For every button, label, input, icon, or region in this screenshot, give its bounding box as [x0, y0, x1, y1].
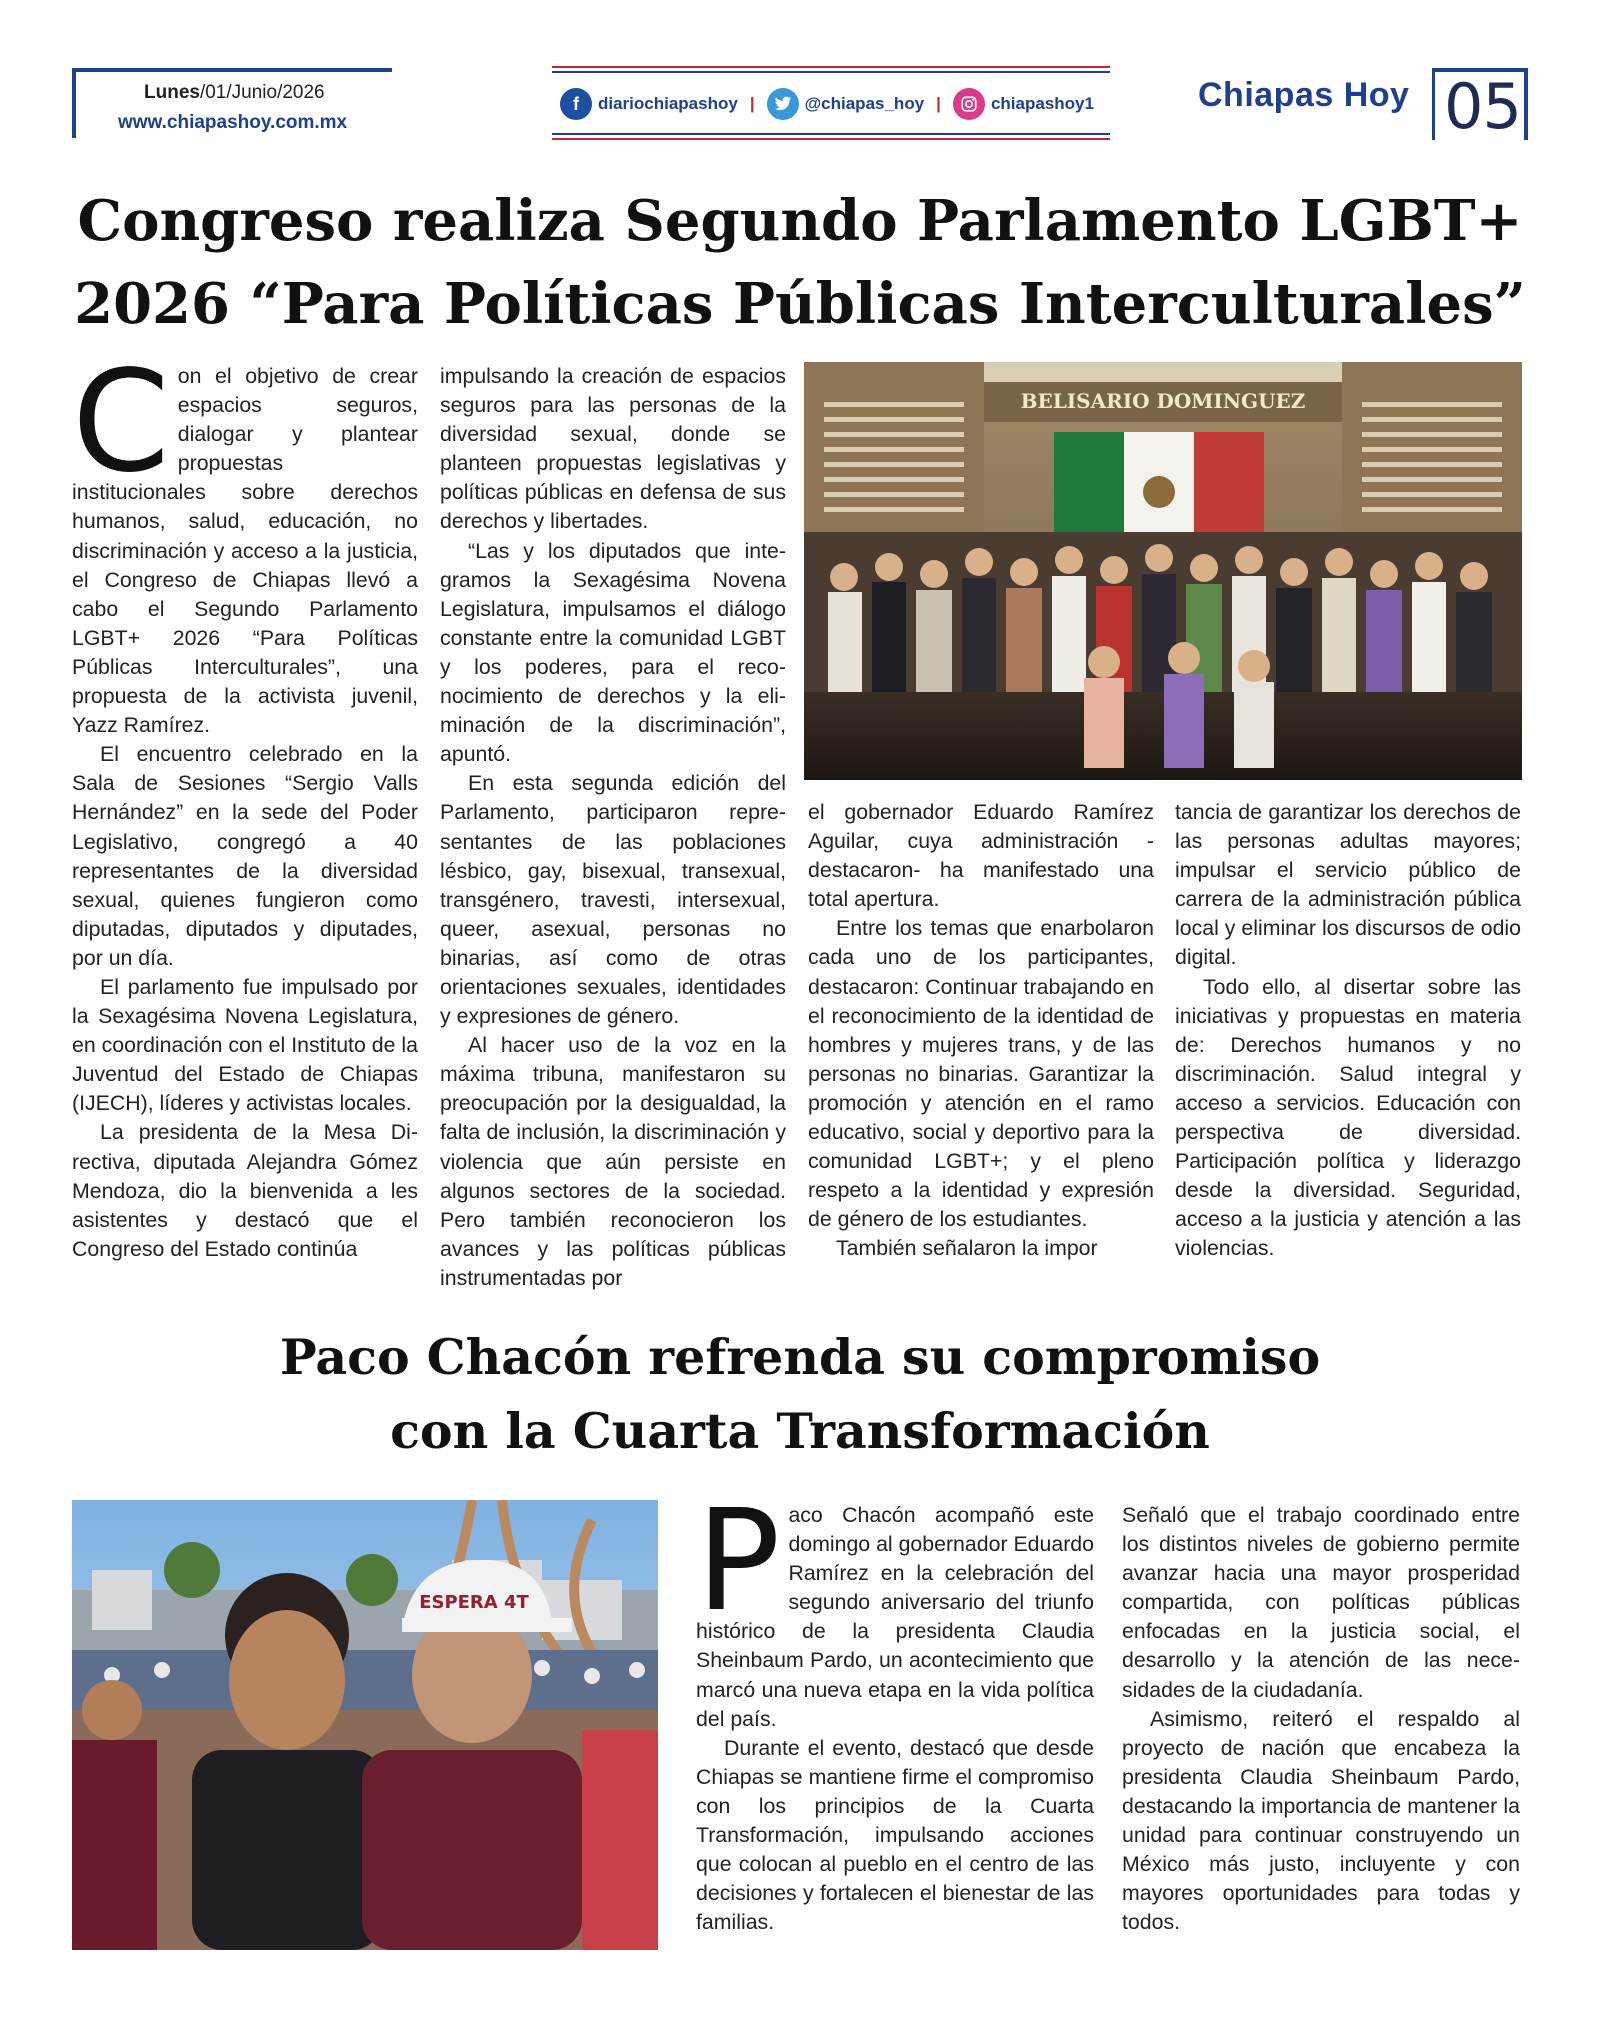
article1-paragraph: tancia de garantizar los derechos de las personas adultas mayores; impulsar el servicio público de carrera de la administración pública local y eliminar los discursos de odio digital.: [1175, 800, 1521, 970]
congress-group-photo: [804, 362, 1522, 780]
article2-column-2: [1122, 1501, 1520, 1937]
article1-paragraph: Entre los temas que enarbolaron cada uno de los participantes, destacaron: Continuar trabajando en el reconocimiento de la identidad de hombres y mujeres trans, y de las personas no binarias. Garantizar la promoción y atención en el ramo educativo, social y deportivo para la comunidad LGBT+; y el pleno respeto a la identidad y expresión de género de los estudiantes.: [808, 916, 1154, 1232]
social-rule-blue-2: [552, 133, 1110, 135]
masthead-box: [1198, 68, 1528, 143]
social-rule-red-1: [552, 66, 1110, 68]
article1-column-1: [72, 341, 418, 1264]
social-separator: |: [749, 94, 755, 113]
instagram-icon[interactable]: [953, 88, 985, 120]
header-rule-top: [72, 68, 392, 72]
twitter-handle[interactable]: @chiapas_hoy: [804, 94, 925, 113]
paco-chacon-photo: [72, 1500, 658, 1950]
article1-paragraph: Al hacer uso de la voz en la máxima tribuna, manifestaron su preocupación por la desigualdad, la falta de inclusión, la discriminación y violencia que aún persiste en algunos sectores de la sociedad. Pero también reconocieron los avances y las políticas públicas instrumentadas por: [440, 1033, 786, 1290]
cap-inscription: ESPERA 4T: [419, 1592, 529, 1613]
article1-column-4: [1175, 798, 1521, 1264]
social-separator: |: [936, 94, 941, 113]
article1-paragraph: “Las y los diputados que integramos la Sexagésima Novena Legislatura, impulsamos el diálogo constante entre la comunidad LGBT y los poderes, para el reconocimiento de derechos y la eliminación de la discriminación”, apuntó.: [440, 538, 786, 767]
article1-paragraph: on el objetivo de crear espacios seguros, dialogar y plantear propuestas institucionales sobre derechos humanos, salud, educación, no discriminación y acceso a la justicia, el Congreso de Chiapas llevó a cabo el Segundo Parlamento LGBT+ 2026 “Para Políticas Públicas Interculturales”, una propuesta de la activista juvenil, Yazz Ramírez.: [72, 364, 418, 738]
article2-headline: [60, 1320, 1540, 1468]
social-handles: [560, 86, 1094, 122]
article1-headline: [60, 180, 1540, 346]
article2-column-1: [696, 1480, 1094, 1937]
social-bar: [552, 66, 1110, 140]
article1-paragraph: El encuentro celebrado en la Sala de Sesiones “Sergio Valls Hernández” en la sede del Poder Legislativo, congregó a 40 representantes de la diversidad sexual, quienes fungieron como diputadas, diputados y diputades, por un día.: [72, 742, 418, 970]
header-dateline-box: [72, 68, 392, 138]
social-rule-red-2: [552, 138, 1110, 140]
header-rule-side: [72, 68, 76, 138]
page-number-rule-left: [1432, 68, 1435, 140]
article2-dropcap: P: [696, 1480, 781, 1643]
instagram-handle[interactable]: chiapashoy1: [990, 94, 1094, 113]
front-row-figures: [1084, 642, 1274, 768]
page-number-rule-right: [1524, 68, 1528, 140]
congress-wall-inscription: BELISARIO DOMINGUEZ: [1020, 389, 1306, 413]
article1-paragraph: El parlamento fue impulsado por la Sexagésima Novena Legislatura, en coordinación con el Instituto de la Juventud del Estado de Chiapas (IJECH), líderes y activistas locales.: [72, 974, 418, 1116]
social-rule-blue-1: [552, 71, 1110, 73]
article2-headline-line2: con la Cuarta Transformación: [390, 1402, 1210, 1460]
article1-paragraph: el gobernador Eduardo Ramírez Aguilar, cuya administración -destacaron- ha manifestado una total apertura.: [808, 800, 1154, 912]
article2-paragraph: Durante el evento, destacó que desde Chiapas se mantiene firme el compromiso con los principios de la Cuarta Transformación, impulsando acciones que colocan al pueblo en el centro de las decisiones y fortalecen el bienestar de las familias.: [696, 1735, 1094, 1935]
website-link[interactable]: www.chiapashoy.com.mx: [118, 112, 348, 133]
page-number: 05: [1444, 70, 1521, 143]
crowd-figures: [828, 544, 1492, 702]
article1-headline-line1: Congreso realiza Segundo Parlamento LGBT+: [77, 188, 1523, 254]
twitter-icon[interactable]: [767, 88, 799, 120]
article1-paragraph: También señalaron la impor: [836, 1236, 1098, 1261]
article1-dropcap: C: [72, 341, 170, 504]
article2-paragraph: aco Chacón acompañó este domingo al gobernador Eduardo Ramírez en la celebración del segundo aniversario del triunfo histórico de la presidenta Claudia Sheinbaum Pardo, un acontecimiento que marcó una nueva etapa en la vida política del país.: [696, 1503, 1094, 1731]
article1-paragraph: Todo ello, al disertar sobre las iniciativas y propuestas en materia de: Derechos humanos y no discriminación. Salud integral y acceso a servicios. Educación con perspectiva de diversidad. Participación política y liderazgo desde la diversidad. Seguridad, acceso a la justicia y atención a las violencias.: [1175, 974, 1521, 1261]
article1-paragraph: impulsando la creación de espacios seguros para las personas de la diversidad sexual, donde se planteen propuestas legislativas y políticas públicas en defensa de sus derechos y libertades.: [440, 364, 786, 534]
facebook-icon[interactable]: f: [560, 88, 592, 120]
article1-column-2: [440, 362, 786, 1293]
article1-paragraph: La presidenta de la Mesa Directiva, diputada Alejandra Gómez Mendoza, dio la bienvenida a les asistentes y destacó que el Congreso del Estado continúa: [72, 1120, 418, 1261]
article1-paragraph: En esta segunda edición del Parlamento, participaron representantes de las poblaciones lésbico, gay, bisexual, transexual, transgénero, travesti, intersexual, queer, asexual, personas no binarias, así como de otras orientaciones sexuales, identidades y expresiones de género.: [440, 771, 786, 1029]
article2-headline-line1: Paco Chacón refrenda su compromiso: [279, 1328, 1321, 1386]
facebook-handle[interactable]: diariochiapashoy: [598, 94, 738, 113]
article1-column-3: [808, 798, 1154, 1264]
publication-name: Chiapas Hoy: [1198, 76, 1410, 114]
article2-paragraph: Asimismo, reiteró el respaldo al proyecto de nación que encabeza la presidenta Claudia Sheinbaum Pardo, destacando la importancia de mantener la unidad para continuar construyendo un México más justo, incluyente y con mayores oportunidades para todas y todos.: [1122, 1706, 1520, 1935]
article2-paragraph: Señaló que el trabajo coordinado entre los distintos niveles de gobierno permite avanzar hacia una mayor prosperidad compartida, con políticas públicas enfocadas en la justicia social, el desarrollo y la atención de las necesidades de la ciudadanía.: [1122, 1503, 1520, 1702]
issue-date: Lunes/01/Junio/2026: [144, 82, 325, 103]
article1-headline-line2: 2026 “Para Políticas Públicas Interculturales”: [74, 271, 1526, 337]
